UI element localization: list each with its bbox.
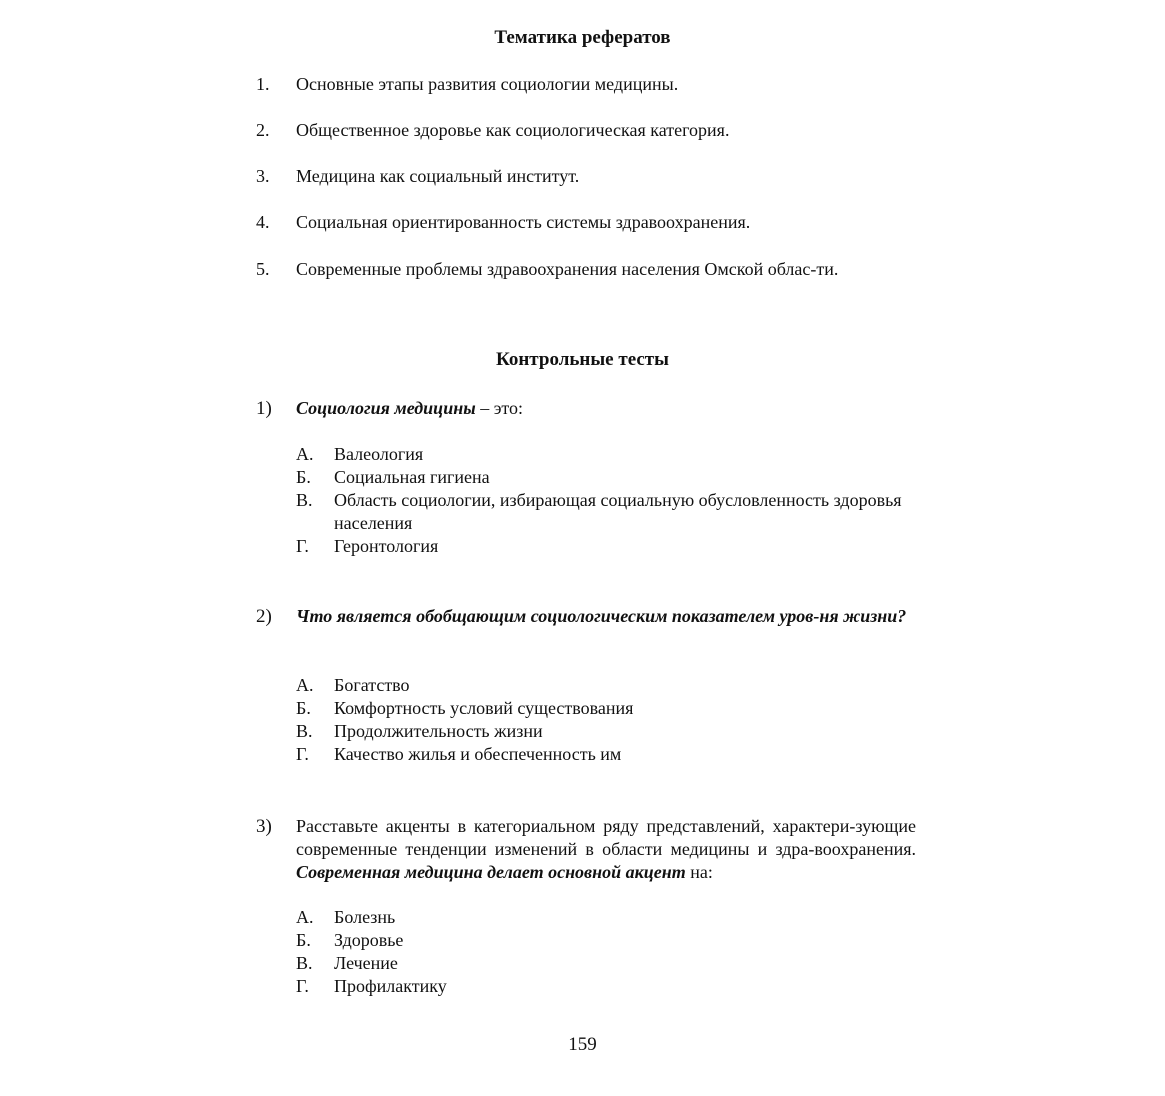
- topic-number: 4.: [256, 212, 270, 232]
- question-number: 1): [256, 398, 272, 419]
- answer-option: [296, 906, 916, 929]
- option-text: Здоровье: [334, 930, 404, 950]
- answer-options: [296, 443, 916, 558]
- topic-number: 1.: [256, 74, 270, 94]
- question-text: [296, 815, 916, 884]
- topic-number: 3.: [256, 166, 270, 186]
- topic-text: Социальная ориентированность системы здравоохранения.: [296, 212, 751, 232]
- question-emphasis: Современная медицина делает основной акцент: [296, 862, 686, 882]
- topic-number: 5.: [256, 259, 270, 279]
- answer-options: [296, 674, 916, 766]
- topic-item: [256, 257, 916, 281]
- question: [256, 397, 916, 420]
- page-number: 159: [568, 1034, 597, 1055]
- answer-option: [296, 697, 916, 720]
- topic-item: [256, 164, 916, 188]
- answer-options: [296, 906, 916, 998]
- option-letter: Б.: [296, 467, 311, 487]
- option-text: Качество жилья и обеспеченность им: [334, 744, 622, 764]
- option-letter: А.: [296, 907, 314, 927]
- question-text: [296, 397, 916, 420]
- answer-option: [296, 466, 916, 489]
- option-letter: Б.: [296, 930, 311, 950]
- option-text: Социальная гигиена: [334, 467, 490, 487]
- option-text: Богатство: [334, 675, 410, 695]
- option-letter: В.: [296, 490, 313, 510]
- topic-number: 2.: [256, 120, 270, 140]
- question-number: 3): [256, 816, 272, 837]
- question: [256, 815, 916, 884]
- question-emphasis: Что является обобщающим социологическим показателем уров-ня жизни?: [296, 606, 907, 626]
- option-text: Лечение: [334, 953, 398, 973]
- answer-option: [296, 720, 916, 743]
- option-text: Валеология: [334, 444, 424, 464]
- answer-option: [296, 952, 916, 975]
- option-text: Профилактику: [334, 976, 447, 996]
- option-letter: В.: [296, 721, 313, 741]
- question: [256, 605, 916, 628]
- tests-heading: Контрольные тесты: [496, 349, 669, 370]
- option-letter: Г.: [296, 976, 309, 996]
- topics-heading: Тематика рефератов: [494, 27, 671, 48]
- option-letter: В.: [296, 953, 313, 973]
- answer-option: [296, 975, 916, 998]
- question-number: 2): [256, 606, 272, 627]
- option-text: Комфортность условий существования: [334, 698, 634, 718]
- question-lead: Расставьте акценты в категориальном ряду представлений, характери-зующие современные тенденции изменений в области медицины и здра-воохранения.: [296, 816, 916, 859]
- option-text: Область социологии, избирающая социальную обусловленность здоровья населения: [334, 490, 902, 533]
- answer-option: [296, 929, 916, 952]
- question-text: [296, 605, 916, 628]
- topic-text: Основные этапы развития социологии медицины.: [296, 74, 679, 94]
- option-letter: Б.: [296, 698, 311, 718]
- option-letter: А.: [296, 675, 314, 695]
- topic-text: Современные проблемы здравоохранения населения Омской облас-ти.: [296, 259, 839, 279]
- question-rest: на:: [685, 862, 713, 882]
- topic-text: Медицина как социальный институт.: [296, 166, 580, 186]
- option-text: Продолжительность жизни: [334, 721, 543, 741]
- answer-option: [296, 674, 916, 697]
- option-text: Геронтология: [334, 536, 439, 556]
- question-emphasis: Социология медицины: [296, 398, 476, 418]
- option-letter: Г.: [296, 536, 309, 556]
- topic-item: [256, 210, 916, 234]
- topic-text: Общественное здоровье как социологическая категория.: [296, 120, 730, 140]
- answer-option: [296, 535, 916, 558]
- topic-item: [256, 72, 916, 96]
- topic-item: [256, 118, 916, 142]
- answer-option: [296, 743, 916, 766]
- option-letter: Г.: [296, 744, 309, 764]
- question-rest: – это:: [475, 398, 524, 418]
- option-letter: А.: [296, 444, 314, 464]
- answer-option: [296, 443, 916, 466]
- answer-option: [296, 489, 916, 535]
- option-text: Болезнь: [334, 907, 396, 927]
